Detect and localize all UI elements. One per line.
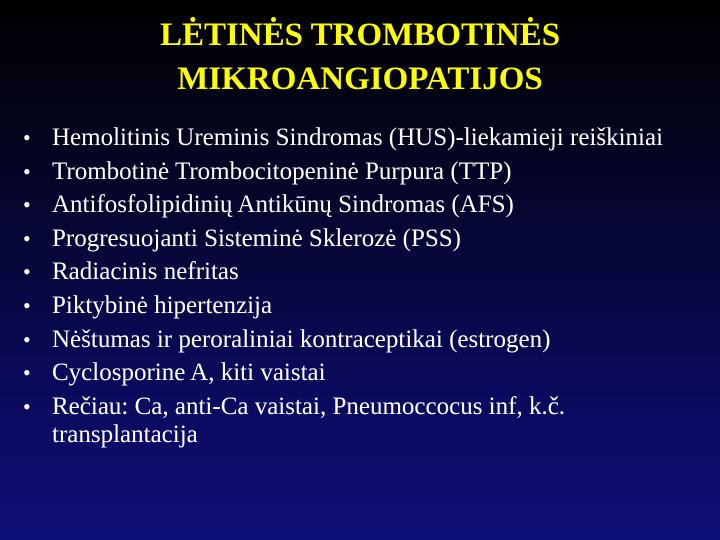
bullet-item-hus — [20, 124, 710, 152]
slide-title-line-2: MIKROANGIOPATIJOS — [177, 61, 543, 97]
bullet-icon: • — [23, 326, 31, 352]
bullet-text: Hemolitinis Ureminis Sindromas (HUS)-liekamieji reiškiniai — [52, 124, 664, 151]
bullet-item-afs — [20, 191, 710, 219]
bullet-item-malignant-hypertension — [20, 292, 710, 320]
bullet-item-pregnancy — [20, 326, 710, 354]
bullet-icon: • — [23, 225, 31, 251]
bullet-text: Rečiau: Ca, anti-Ca vaistai, Pneumoccocus inf, k.č. transplantacija — [52, 392, 566, 448]
bullet-text: Trombotinė Trombocitopeninė Purpura (TTP) — [52, 157, 512, 185]
bullet-text: Nėštumas ir peroraliniai kontraceptikai (estrogen) — [52, 325, 551, 353]
bullet-icon: • — [23, 158, 31, 184]
bullet-item-ttp — [20, 158, 710, 186]
bullet-item-rare-causes — [20, 393, 710, 449]
slide-title-line-1: LĖTINĖS TROMBOTINĖS — [159, 17, 561, 53]
bullet-list — [20, 124, 710, 454]
bullet-icon: • — [23, 360, 31, 386]
bullet-icon: • — [23, 192, 31, 218]
bullet-item-pss — [20, 225, 710, 253]
bullet-icon: • — [23, 393, 31, 419]
bullet-text: Piktybinė hipertenzija — [52, 291, 273, 319]
bullet-icon: • — [23, 125, 31, 150]
bullet-text: Cyclosporine A, kiti vaistai — [52, 359, 326, 387]
slide-title — [0, 13, 720, 101]
bullet-item-radiation-nephritis — [20, 258, 710, 286]
bullet-item-cyclosporine — [20, 359, 710, 387]
bullet-text: Progresuojanti Sisteminė Sklerozė (PSS) — [52, 224, 461, 252]
bullet-icon: • — [23, 292, 31, 318]
bullet-text: Antifosfolipidinių Antikūnų Sindromas (AFS) — [52, 191, 514, 219]
bullet-text: Radiacinis nefritas — [52, 258, 239, 286]
bullet-icon: • — [23, 259, 31, 285]
